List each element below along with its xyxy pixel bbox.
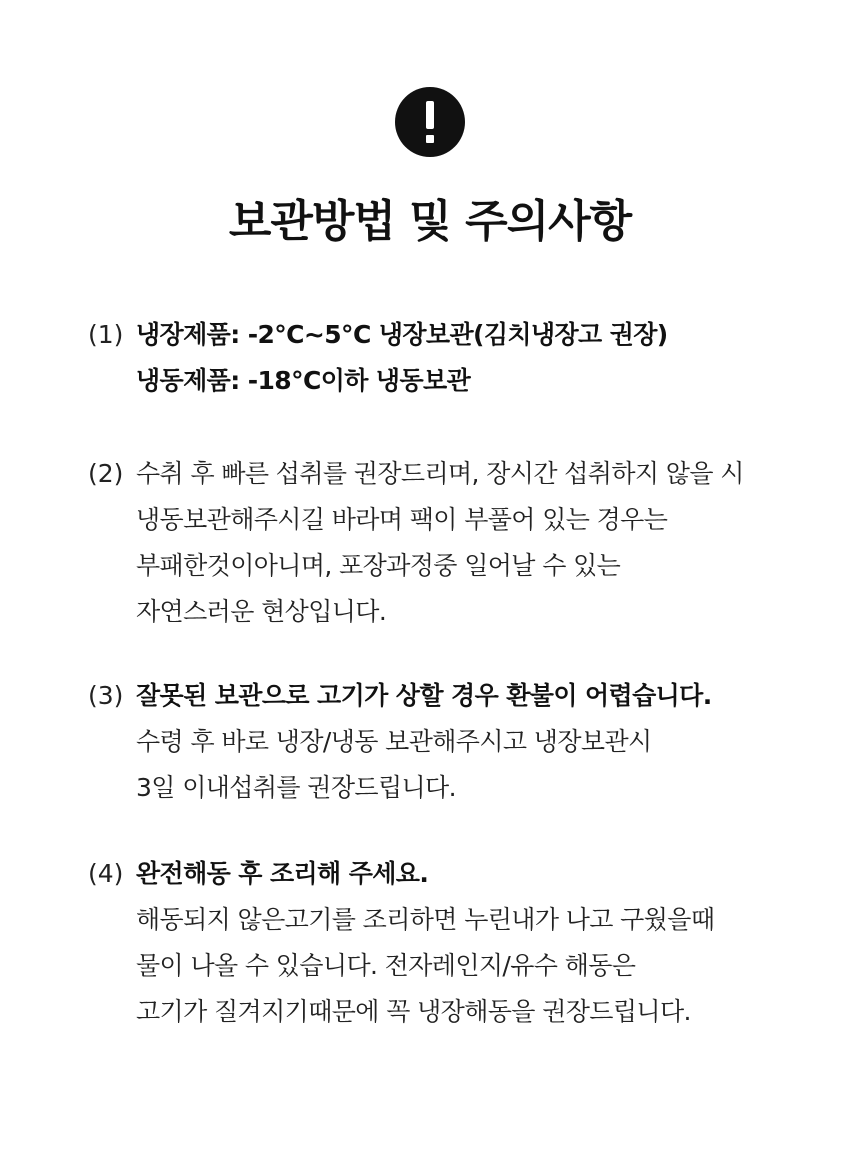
exclamation-bar <box>426 101 434 129</box>
page-title: 보관방법 및 주의사항 <box>228 196 632 247</box>
notice-line: 물이 나올 수 있습니다. 전자레인지/유수 해동은 <box>136 951 636 980</box>
notice-line: 부패한것이아니며, 포장과정중 일어날 수 있는 <box>136 551 621 580</box>
notice-line: 해동되지 않은고기를 조리하면 누린내가 나고 구웠을때 <box>136 905 715 934</box>
notice-number: (1) <box>88 320 124 349</box>
notice-line: 수령 후 바로 냉장/냉동 보관해주시고 냉장보관시 <box>136 727 652 756</box>
notice-line: 냉장제품: -2°C~5°C 냉장보관(김치냉장고 권장) <box>136 320 668 349</box>
notice-line: 잘못된 보관으로 고기가 상할 경우 환불이 어렵습니다. <box>136 681 712 710</box>
notice-line: 냉동보관해주시길 바라며 팩이 부풀어 있는 경우는 <box>136 505 668 534</box>
notice-line: 냉동제품: -18°C이하 냉동보관 <box>136 366 471 395</box>
exclamation-circle-icon <box>395 87 465 157</box>
notice-number: (2) <box>88 459 124 488</box>
notice-line: 완전해동 후 조리해 주세요. <box>136 859 429 888</box>
notice-number: (3) <box>88 681 124 710</box>
notice-line: 고기가 질겨지기때문에 꼭 냉장해동을 권장드립니다. <box>136 997 691 1026</box>
notice-line: 자연스러운 현상입니다. <box>136 597 387 626</box>
exclamation-dot <box>426 135 434 143</box>
notice-line: 수취 후 빠른 섭취를 권장드리며, 장시간 섭취하지 않을 시 <box>136 459 744 488</box>
notice-line: 3일 이내섭취를 권장드립니다. <box>136 773 456 802</box>
notice-number: (4) <box>88 859 124 888</box>
